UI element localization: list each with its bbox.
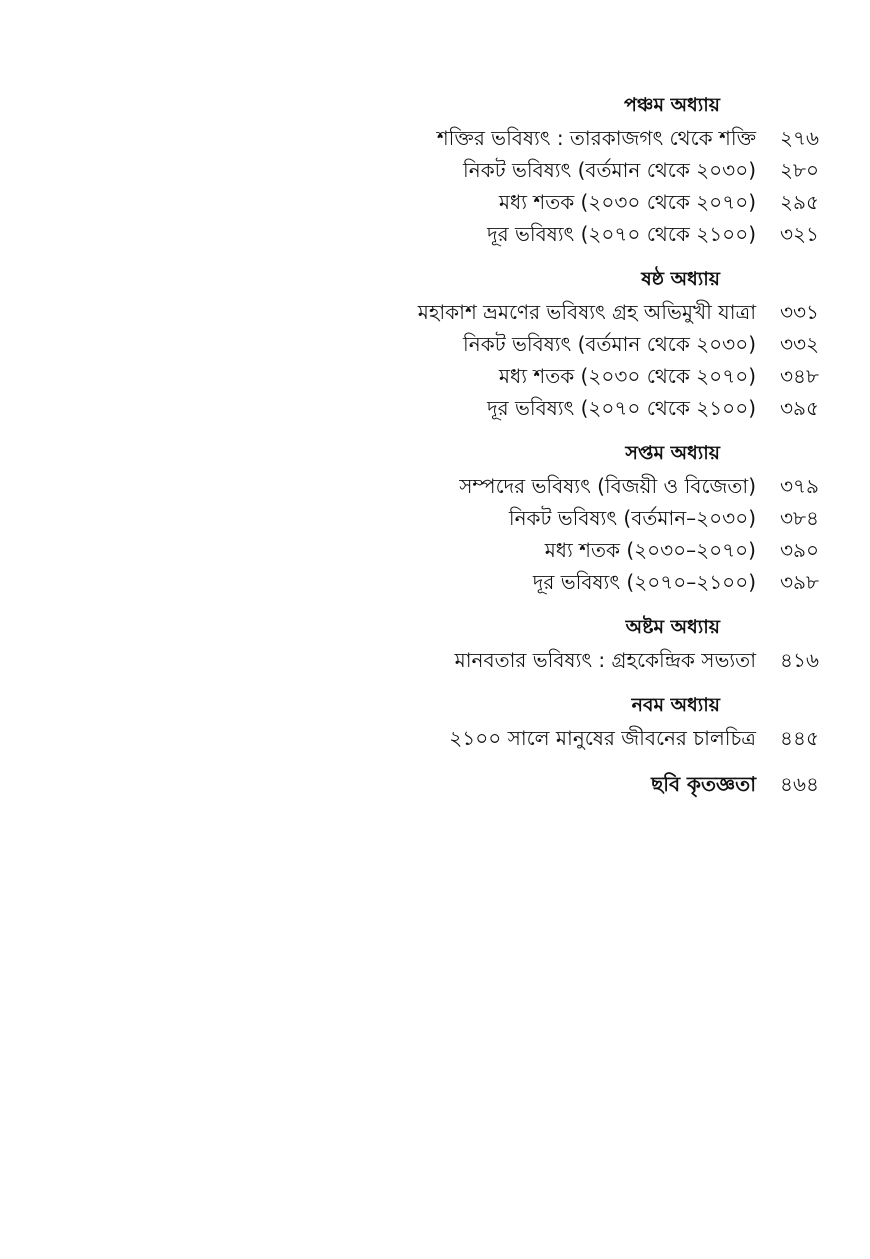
toc-entry (0, 122, 870, 154)
toc-entry-page: ৪১৬ (780, 648, 819, 672)
toc-entry-title: সম্পদের ভবিষ্যৎ (বিজয়ী ও বিজেতা) (459, 474, 756, 498)
chapter-heading: নবম অধ্যায় (631, 694, 720, 716)
chapter-section-8 (0, 610, 870, 676)
toc-entry (0, 328, 870, 360)
toc-entry-page: ৩৮৪ (780, 506, 819, 530)
toc-entry (0, 154, 870, 186)
toc-entry-title: মহাকাশ ভ্রমণের ভবিষ্যৎ গ্রহ অভিমুখী যাত্রা (417, 300, 756, 324)
chapter-section-7 (0, 436, 870, 598)
toc-entry-page: ৪৬৪ (780, 772, 819, 796)
chapter-heading: পঞ্চম অধ্যায় (624, 94, 720, 116)
toc-entry-title: নিকট ভবিষ্যৎ (বর্তমান থেকে ২০৩০) (463, 332, 756, 356)
toc-entry-page: ২৯৫ (780, 190, 819, 214)
toc-entry-page: ২৮০ (780, 158, 819, 182)
toc-entry-title: নিকট ভবিষ্যৎ (বর্তমান–২০৩০) (508, 506, 756, 530)
toc-entry-page: ৩৩২ (780, 332, 820, 356)
toc-entry (0, 722, 870, 754)
toc-entry-title: দূর ভবিষ্যৎ (২০৭০ থেকে ২১০০) (487, 396, 756, 420)
toc-entry-page: ৩২১ (780, 222, 819, 246)
toc-entry-title: ২১০০ সালে মানুষের জীবনের চালচিত্র (449, 726, 756, 750)
chapter-section-6 (0, 262, 870, 424)
toc-entry (0, 218, 870, 250)
toc-entry-title: মধ্য শতক (২০৩০ থেকে ২০৭০) (498, 190, 756, 214)
toc-entry-title: মধ্য শতক (২০৩০–২০৭০) (544, 538, 756, 562)
chapter-section-5 (0, 88, 870, 250)
toc-entry-page: ৩৯৫ (780, 396, 819, 420)
toc-entry-page: ৩৯৮ (780, 570, 819, 594)
toc-entry-page: ৪৪৫ (780, 726, 819, 750)
table-of-contents (0, 88, 870, 800)
toc-entry (0, 392, 870, 424)
toc-entry-page: ৩৭৯ (780, 474, 819, 498)
toc-entry (0, 470, 870, 502)
toc-entry-page: ৩৪৮ (780, 364, 819, 388)
toc-entry (0, 296, 870, 328)
toc-entry-title: দূর ভবিষ্যৎ (২০৭০–২১০০) (532, 570, 756, 594)
chapter-heading: অষ্টম অধ্যায় (625, 616, 720, 638)
acknowledgements-section (0, 768, 870, 800)
toc-entry-title: নিকট ভবিষ্যৎ (বর্তমান থেকে ২০৩০) (463, 158, 756, 182)
toc-entry-page: ২৭৬ (780, 126, 820, 150)
toc-entry-acknowledgements (0, 768, 870, 800)
toc-entry (0, 502, 870, 534)
chapter-section-9 (0, 688, 870, 754)
toc-entry-page: ৩৩১ (780, 300, 819, 324)
toc-entry (0, 566, 870, 598)
toc-entry-title: দূর ভবিষ্যৎ (২০৭০ থেকে ২১০০) (487, 222, 756, 246)
toc-entry (0, 186, 870, 218)
toc-entry (0, 360, 870, 392)
toc-entry-title: শক্তির ভবিষ্যৎ : তারকাজগৎ থেকে শক্তি (436, 126, 756, 150)
toc-entry-title: মধ্য শতক (২০৩০ থেকে ২০৭০) (498, 364, 756, 388)
chapter-heading: ষষ্ঠ অধ্যায় (641, 268, 720, 290)
toc-entry (0, 644, 870, 676)
toc-entry-title: ছবি কৃতজ্ঞতা (651, 772, 756, 796)
toc-entry-title: মানবতার ভবিষ্যৎ : গ্রহকেন্দ্রিক সভ্যতা (454, 648, 756, 672)
toc-entry (0, 534, 870, 566)
toc-entry-page: ৩৯০ (780, 538, 819, 562)
chapter-heading: সপ্তম অধ্যায় (625, 442, 720, 464)
